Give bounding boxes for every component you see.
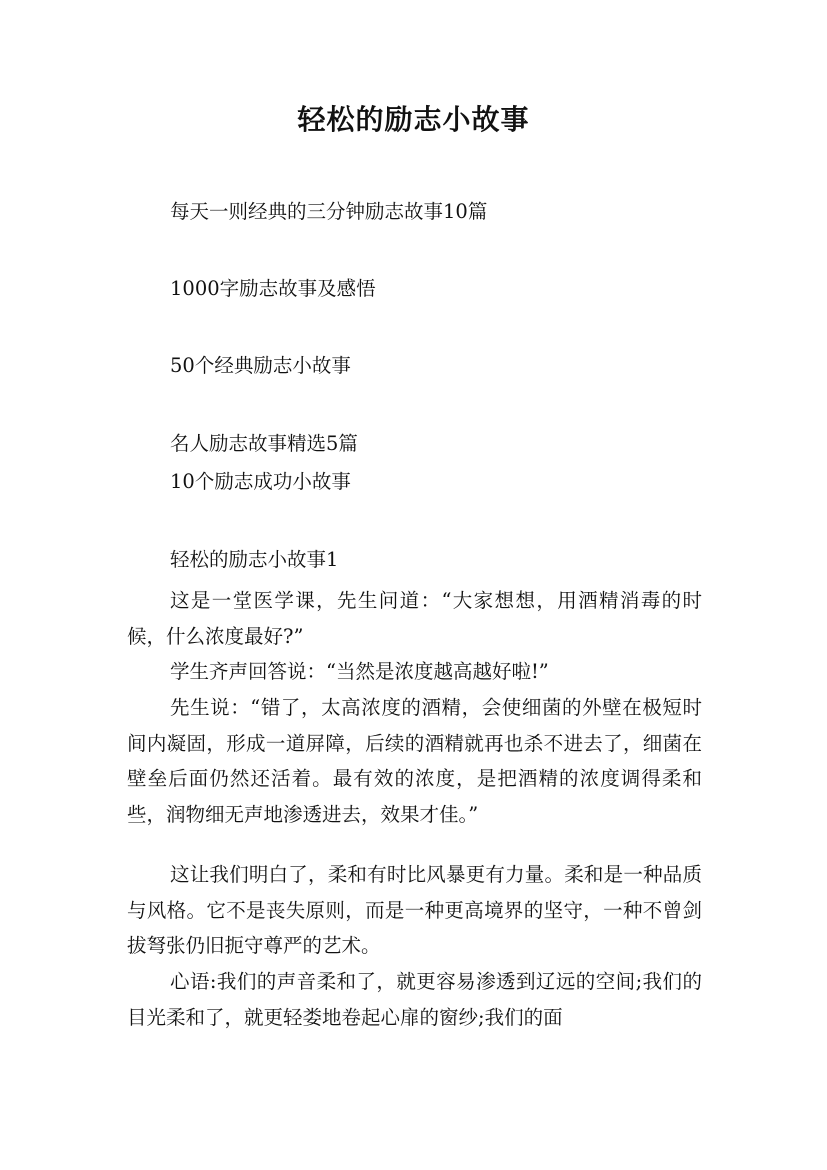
document-title: 轻松的励志小故事 [297, 103, 530, 136]
section-heading: 轻松的励志小故事1 [170, 548, 339, 571]
body-paragraph: 学生齐声回答说：“当然是浓度越高越好啦!” [170, 660, 549, 683]
toc-item: 1000字励志故事及感悟 [170, 277, 376, 300]
toc-item: 10个励志成功小故事 [170, 470, 351, 493]
body-paragraph: 这让我们明白了，柔和有时比风暴更有力量。柔和是一种品质与风格。它不是丧失原则，而是一种更高境界的坚守，一种不曾剑拔弩张仍旧扼守尊严的艺术。 [127, 863, 702, 957]
toc-item: 50个经典励志小故事 [170, 354, 351, 377]
body-paragraph: 先生说：“错了，太高浓度的酒精，会使细菌的外壁在极短时间内凝固，形成一道屏障，后续的酒精就再也杀不进去了，细菌在壁垒后面仍然还活着。最有效的浓度，是把酒精的浓度调得柔和些，润物细无声地渗透进去，效果才佳。” [127, 696, 702, 826]
body-paragraph: 心语:我们的声音柔和了，就更容易渗透到辽远的空间;我们的目光柔和了，就更轻娄地卷起心扉的窗纱;我们的面 [127, 970, 702, 1029]
body-paragraph: 这是一堂医学课，先生问道：“大家想想，用酒精消毒的时候，什么浓度最好?” [127, 589, 702, 648]
toc-item: 名人励志故事精选5篇 [170, 432, 358, 455]
toc-item: 每天一则经典的三分钟励志故事10篇 [170, 200, 488, 223]
